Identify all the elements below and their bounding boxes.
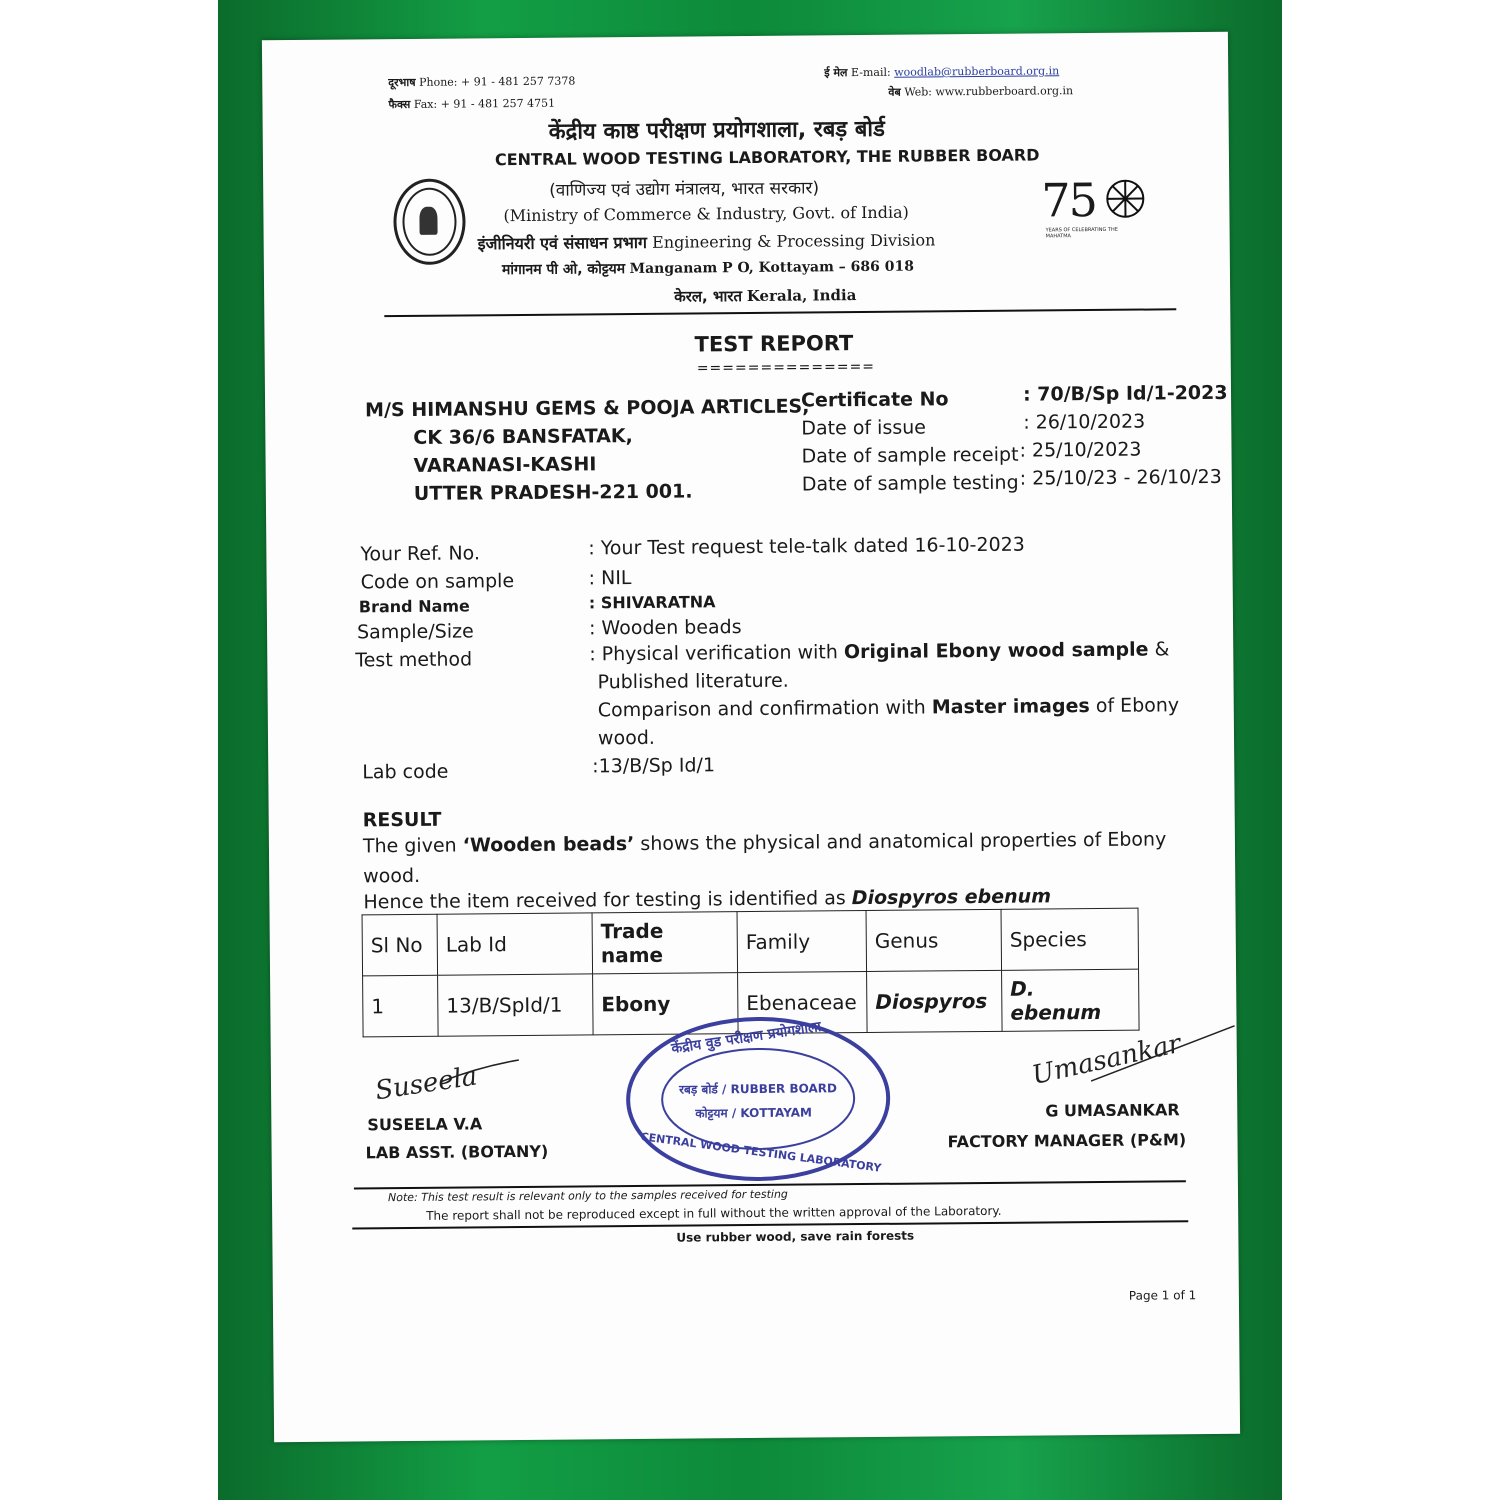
left-signature-stroke <box>441 1056 521 1087</box>
receipt-date-value: : 25/10/2023 <box>1019 438 1142 462</box>
ministry-english: (Ministry of Commerce & Industry, Govt. of India) <box>503 202 909 226</box>
cell-family: Ebenaceae <box>738 972 868 1034</box>
method-line-4: wood. <box>597 726 655 750</box>
left-signatory-name: SUSEELA V.A <box>367 1114 483 1135</box>
right-signatory-title: FACTORY MANAGER (P&M) <box>947 1130 1187 1152</box>
code-value: : NIL <box>588 567 632 590</box>
cell-species: D. ebenum <box>1002 969 1140 1031</box>
result-line-1 <box>363 828 1167 857</box>
right-signature: Umasankar <box>1029 1028 1184 1091</box>
footer-reproduce: The report shall not be reproduced except in full without the written approval of the Laboratory. <box>426 1203 1002 1223</box>
state-english: Kerala, India <box>746 286 857 306</box>
report-title: TEST REPORT <box>694 331 854 357</box>
result-3b: Diospyros ebenum <box>851 885 1052 910</box>
state-line <box>674 285 856 307</box>
result-line-2: wood. <box>363 864 421 888</box>
certificate-label: Certificate No <box>800 388 949 412</box>
testing-date-label: Date of sample testing <box>801 471 1019 496</box>
ref-label: Your Ref. No. <box>360 542 481 566</box>
testing-date-value: : 25/10/23 - 26/10/23 <box>1019 465 1222 490</box>
header-trade-name: Trade name <box>592 912 738 974</box>
fax-number: Fax: + 91 - 481 257 4751 <box>413 96 556 111</box>
rubber-board-emblem-icon <box>393 178 466 265</box>
certificate-value: : 70/B/Sp Id/1-2023 <box>1022 381 1228 406</box>
result-1a: The given <box>362 834 463 858</box>
issue-date-label: Date of issue <box>801 416 927 440</box>
email-link[interactable]: woodlab@rubberboard.org.in <box>894 64 1060 79</box>
laboratory-stamp <box>622 1013 893 1185</box>
phone-hindi: दूरभाष <box>388 75 416 90</box>
phone-number: Phone: + 91 - 481 257 7378 <box>418 74 576 89</box>
result-3a: Hence the item received for testing is identified as <box>363 887 852 914</box>
header-genus: Genus <box>866 909 1002 971</box>
addressee-line-4: UTTER PRADESH-221 001. <box>413 480 693 505</box>
code-label: Code on sample <box>360 570 515 594</box>
method-line-3 <box>598 694 1180 721</box>
result-heading: RESULT <box>362 808 442 832</box>
phone-line <box>388 74 575 91</box>
division-hindi: इंजीनियरी एवं संसाधन प्रभाग <box>477 232 648 254</box>
method-1c: & <box>1148 638 1170 661</box>
document-page <box>262 32 1240 1442</box>
brand-label: Brand Name <box>358 596 470 617</box>
right-signatory-name: G UMASANKAR <box>1045 1100 1180 1121</box>
ministry-hindi: (वाणिज्य एवं उद्योग मंत्रालय, भारत सरकार) <box>549 178 820 201</box>
method-3c: of Ebony <box>1089 694 1180 718</box>
division-line <box>478 228 936 254</box>
header-sl-no: Sl No <box>362 914 438 976</box>
cell-lab-id: 13/B/SpId/1 <box>438 974 594 1036</box>
method-1a: : Physical verification with <box>589 641 844 666</box>
table-header-row <box>362 908 1139 976</box>
method-3a: Comparison and confirmation with <box>597 696 932 722</box>
cell-trade-name: Ebony <box>593 973 739 1035</box>
footer-note: Note: This test result is relevant only to the samples received for testing <box>387 1187 788 1205</box>
method-line-2: Published literature. <box>597 669 789 694</box>
result-1b: ‘Wooden beads’ <box>462 833 635 857</box>
right-signature-stroke <box>1091 1022 1238 1083</box>
division-english: Engineering & Processing Division <box>652 230 936 252</box>
stamp-middle-2: कोट्टयम / KOTTAYAM <box>695 1105 812 1121</box>
stamp-middle-1: रबड़ बोर्ड / RUBBER BOARD <box>679 1081 838 1097</box>
lab-title-english: CENTRAL WOOD TESTING LABORATORY, THE RUBBER BOARD <box>494 145 1040 170</box>
address-line <box>502 257 914 280</box>
fax-hindi: फैक्स <box>388 97 411 112</box>
addressee-line-2: CK 36/6 BANSFATAK, <box>413 425 633 449</box>
charkha-icon <box>1103 177 1147 221</box>
left-signature: Suseela <box>373 1061 480 1107</box>
receipt-date-label: Date of sample receipt <box>801 443 1019 468</box>
header-lab-id: Lab Id <box>437 913 593 975</box>
sample-label: Sample/Size <box>356 620 474 644</box>
method-3b: Master images <box>931 695 1090 719</box>
anniversary-logo <box>1041 172 1152 253</box>
sample-value: : Wooden beads <box>588 616 742 640</box>
ref-value: : Your Test request tele-talk dated 16-10-2023 <box>588 533 1025 560</box>
address-english: Manganam P O, Kottayam – 686 018 <box>629 258 915 278</box>
web-address: Web: www.rubberboard.org.in <box>904 84 1074 99</box>
anniversary-number: 75 <box>1041 172 1097 228</box>
brand-value: : SHIVARATNA <box>588 592 716 613</box>
cell-sl-no: 1 <box>363 975 439 1037</box>
method-label: Test method <box>355 648 473 672</box>
addressee-line-1: M/S HIMANSHU GEMS & POOJA ARTICLES, <box>365 395 810 422</box>
addressee-line-3: VARANASI-KASHI <box>413 453 597 477</box>
anniversary-text: YEARS OF CELEBRATING THE MAHATMA <box>1045 226 1118 240</box>
footer-slogan: Use rubber wood, save rain forests <box>676 1228 915 1245</box>
header-species: Species <box>1001 908 1139 970</box>
header-family: Family <box>737 911 867 973</box>
stamp-top-text: केंद्रीय वुड परीक्षण प्रयोगशाला <box>670 1018 823 1058</box>
issue-date-value: : 26/10/2023 <box>1023 410 1146 434</box>
address-hindi: मांगानम पी ओ, कोट्टयम <box>501 261 626 279</box>
email-hindi: ई मेल <box>824 66 848 80</box>
left-signatory-title: LAB ASST. (BOTANY) <box>365 1141 549 1163</box>
stamp-bottom-text: CENTRAL WOOD TESTING LABORATORY <box>639 1130 883 1175</box>
fax-line <box>388 96 555 112</box>
email-line <box>824 63 1059 80</box>
email-label: E-mail: <box>850 65 891 80</box>
page-number: Page 1 of 1 <box>1128 1288 1197 1303</box>
method-1b: Original Ebony wood sample <box>843 638 1149 664</box>
web-hindi: वेब <box>888 85 901 99</box>
lab-code-value: :13/B/Sp Id/1 <box>592 754 716 778</box>
web-line <box>888 83 1073 100</box>
state-hindi: केरल, भारत <box>674 287 743 306</box>
result-1c: shows the physical and anatomical properties of Ebony <box>634 828 1167 856</box>
cell-genus: Diospyros <box>867 970 1003 1032</box>
report-title-underline: ============== <box>696 358 876 377</box>
header-divider <box>384 308 1176 317</box>
lab-title-hindi: केंद्रीय काष्ठ परीक्षण प्रयोगशाला, रबड़ बोर्ड <box>548 116 885 145</box>
lab-code-label: Lab code <box>362 760 449 784</box>
method-line-1 <box>589 638 1169 665</box>
